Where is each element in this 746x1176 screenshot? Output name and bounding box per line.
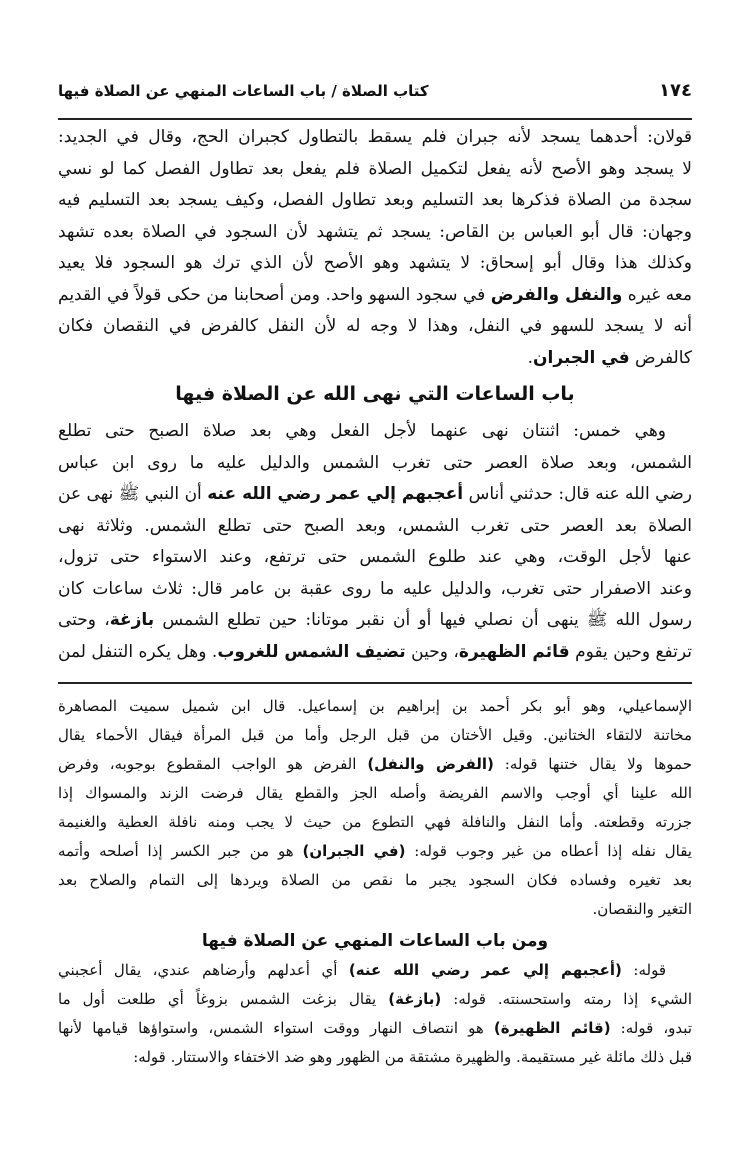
text-line bbox=[58, 122, 692, 154]
text-segment: تبدو، قوله: bbox=[610, 1019, 692, 1037]
bold-term: (في الجبران) bbox=[302, 842, 406, 860]
text-segment: ، وحتى bbox=[58, 610, 110, 630]
text-line bbox=[58, 837, 692, 866]
text-line bbox=[58, 985, 692, 1014]
page-number: ١٧٤ bbox=[659, 80, 692, 101]
text-segment: عنها لأجل الوقت، وهي عند طلوع الشمس حتى ترتفع، وعند الاستواء حتى تزول، bbox=[58, 547, 692, 567]
text-segment: أن النبي ﷺ نهى عن bbox=[58, 484, 208, 504]
footnote-heading: ومن باب الساعات المنهي عن الصلاة فيها bbox=[201, 931, 549, 951]
text-line bbox=[58, 343, 692, 375]
text-line bbox=[58, 866, 692, 895]
text-segment: في سجود السهو واحد. ومن أصحابنا من حكى قولاً في القديم bbox=[58, 284, 491, 305]
text-line bbox=[58, 1014, 692, 1043]
book-page bbox=[58, 0, 692, 1072]
text-segment: الإسماعيلي، وهو أبو بكر أحمد بن إبراهيم بن إسماعيل. قال ابن شميل سميت المصاهرة bbox=[58, 697, 692, 715]
bold-term: (بازغة) bbox=[388, 990, 442, 1008]
text-segment: . وهل يكره التنفل لمن bbox=[58, 641, 218, 662]
text-segment: الشيء إذا رمته واستحسنته. قوله: bbox=[441, 990, 692, 1008]
main-text-paragraph-2 bbox=[58, 416, 692, 668]
main-text-paragraph-1 bbox=[58, 122, 692, 374]
text-line bbox=[58, 956, 692, 985]
text-line bbox=[58, 637, 692, 669]
text-segment: قوله: bbox=[621, 961, 666, 979]
bold-term: بازغة bbox=[109, 610, 155, 630]
text-line bbox=[58, 479, 692, 511]
text-segment: سجدة من الصلاة فذكرها بعد التسليم وبعد تطاول الفصل، وكيف يسجد بعد التسليم فيه bbox=[58, 190, 692, 210]
footnote-separator bbox=[58, 682, 692, 684]
bold-term: قائم الظهيرة bbox=[458, 641, 570, 662]
footnote-block-1 bbox=[58, 692, 692, 924]
text-segment: وكذلك هذا وقال أبو إسحاق: لا يتشهد وهو الأصح لأن الذي ترك هو السجود فلا يعيد bbox=[58, 253, 692, 273]
bold-term: والنفل والفرض bbox=[490, 284, 623, 305]
text-segment: لا يسجد وهو الأصح لأنه يفعل لتكميل الصلاة فلم يفعل بعد تطاول الفصل كما لو نسي bbox=[58, 158, 692, 179]
text-segment: يقال نفله إذا أعطاه من غير وجوب قوله: bbox=[405, 842, 692, 860]
text-segment: أي أعدلهم وأرضاهم عندي، يقال أعجبني bbox=[58, 961, 349, 979]
text-line bbox=[58, 280, 692, 312]
bold-term: أعجبهم إلي عمر رضي الله عنه bbox=[207, 484, 464, 504]
text-segment: معه غيره bbox=[622, 284, 692, 305]
section-heading: باب الساعات التي نهى الله عن الصلاة فيها bbox=[175, 383, 575, 405]
bold-term: (قائم الظهيرة) bbox=[493, 1019, 611, 1037]
page-header bbox=[58, 80, 692, 118]
text-line bbox=[58, 692, 692, 721]
text-line bbox=[58, 750, 692, 779]
text-line bbox=[58, 721, 692, 750]
text-segment: يقال بزغت الشمس بزوغاً أي طلعت أول ما bbox=[58, 990, 389, 1008]
text-segment: هو انتصاف النهار ووقت استواء الشمس، واستواؤها قيامها لأنها bbox=[58, 1019, 494, 1037]
text-segment: الفرض هو الواجب المقطوع بوجوبه، وفرض bbox=[58, 755, 368, 773]
text-line bbox=[58, 808, 692, 837]
text-segment: كالفرض bbox=[629, 347, 692, 368]
text-segment: الصلاة بعد العصر حتى تغرب الشمس، وبعد الصبح حتى تطلع الشمس. وثلاثة نهى bbox=[58, 515, 692, 536]
bold-term: (الفرض والنفل) bbox=[367, 755, 494, 773]
text-line bbox=[58, 185, 692, 217]
text-segment: ترتفع وحين يقوم bbox=[569, 641, 692, 662]
bold-term: (أعجبهم إلي عمر رضي الله عنه) bbox=[348, 961, 622, 979]
text-line bbox=[58, 542, 692, 574]
text-segment: وجهان: قال أبو العباس بن القاص: يسجد ثم يتشهد لأن السجود في الصلاة بعده تشهد bbox=[58, 221, 692, 242]
text-line bbox=[58, 511, 692, 543]
text-line bbox=[58, 448, 692, 480]
bold-term: في الجبران bbox=[533, 347, 630, 368]
text-segment: وعند الاصفرار حتى تغرب، والدليل عليه ما روى عقبة بن عامر قال: ثلاث ساعات كان bbox=[58, 578, 692, 599]
text-line bbox=[58, 574, 692, 606]
text-line bbox=[58, 311, 692, 343]
text-segment: أنه لا يسجد للسهو في النفل، وهذا لا وجه له لأن النفل كالفرض في النقصان فكان bbox=[58, 316, 692, 336]
text-segment: ، وحين bbox=[405, 641, 459, 662]
text-segment: قبل ذلك مائلة غير مستقيمة. والظهيرة مشتقة من الظهور وهو ضد الاختفاء والاستتار. قوله: bbox=[133, 1048, 692, 1066]
text-segment: رضي الله عنه قال: حدثني أناس bbox=[463, 484, 692, 504]
text-segment: جزرته وقطعته. وأما النفل والنافلة فهي التطوع من حيث لا يجب ومنه نافلة العطية والغنيمة bbox=[58, 813, 692, 831]
footnote-block-2 bbox=[58, 956, 692, 1072]
text-segment: التغير والنقصان. bbox=[592, 900, 692, 918]
text-segment: قولان: أحدهما يسجد لأنه جبران فلم يسقط بالتطاول كجبران الحج، وقال في الجديد: bbox=[58, 127, 692, 147]
text-segment: وهي خمس: اثنتان نهى عنهما لأجل الفعل وهي بعد صلاة الصبح حتى تطلع bbox=[58, 421, 666, 441]
text-segment: الشمس، وبعد صلاة العصر حتى تغرب الشمس والدليل عليه ما روى ابن عباس bbox=[58, 452, 692, 473]
text-segment: بعد تغيره وفساده فكان السجود يجبر ما نقص من الصلاة ويردها إلى التمام والصلاح بعد bbox=[58, 871, 692, 889]
text-line bbox=[58, 1043, 692, 1072]
text-line bbox=[58, 154, 692, 186]
text-segment: رسول الله ﷺ ينهى أن نصلي فيها أو أن نقبر موتانا: حين تطلع الشمس bbox=[154, 610, 692, 630]
text-line bbox=[58, 416, 692, 448]
text-segment: الله علينا أي أوجب والاسم الفريضة وأصله الجز والقطع يقال فرضت الزند والمسواك إذا bbox=[58, 784, 692, 802]
text-segment: مخاتنة لالتقاء الختانين. وقيل الأختان من قبل الرجل وأما من قبل المرأة فيقال الأحماء يقال bbox=[58, 726, 692, 744]
text-segment: حموها ولا يقال ختنها قوله: bbox=[493, 755, 692, 773]
header-rule bbox=[58, 118, 692, 120]
text-line bbox=[58, 895, 692, 924]
text-segment: . bbox=[527, 347, 534, 368]
text-line bbox=[58, 248, 692, 280]
text-line bbox=[58, 779, 692, 808]
text-line bbox=[58, 217, 692, 249]
text-line bbox=[58, 605, 692, 637]
text-segment: هو من جبر الكسر إذا أصلحه وأتمه bbox=[58, 842, 303, 860]
running-title: كتاب الصلاة / باب الساعات المنهي عن الصلاة فيها bbox=[58, 82, 429, 100]
bold-term: تضيف الشمس للغروب bbox=[217, 641, 406, 662]
